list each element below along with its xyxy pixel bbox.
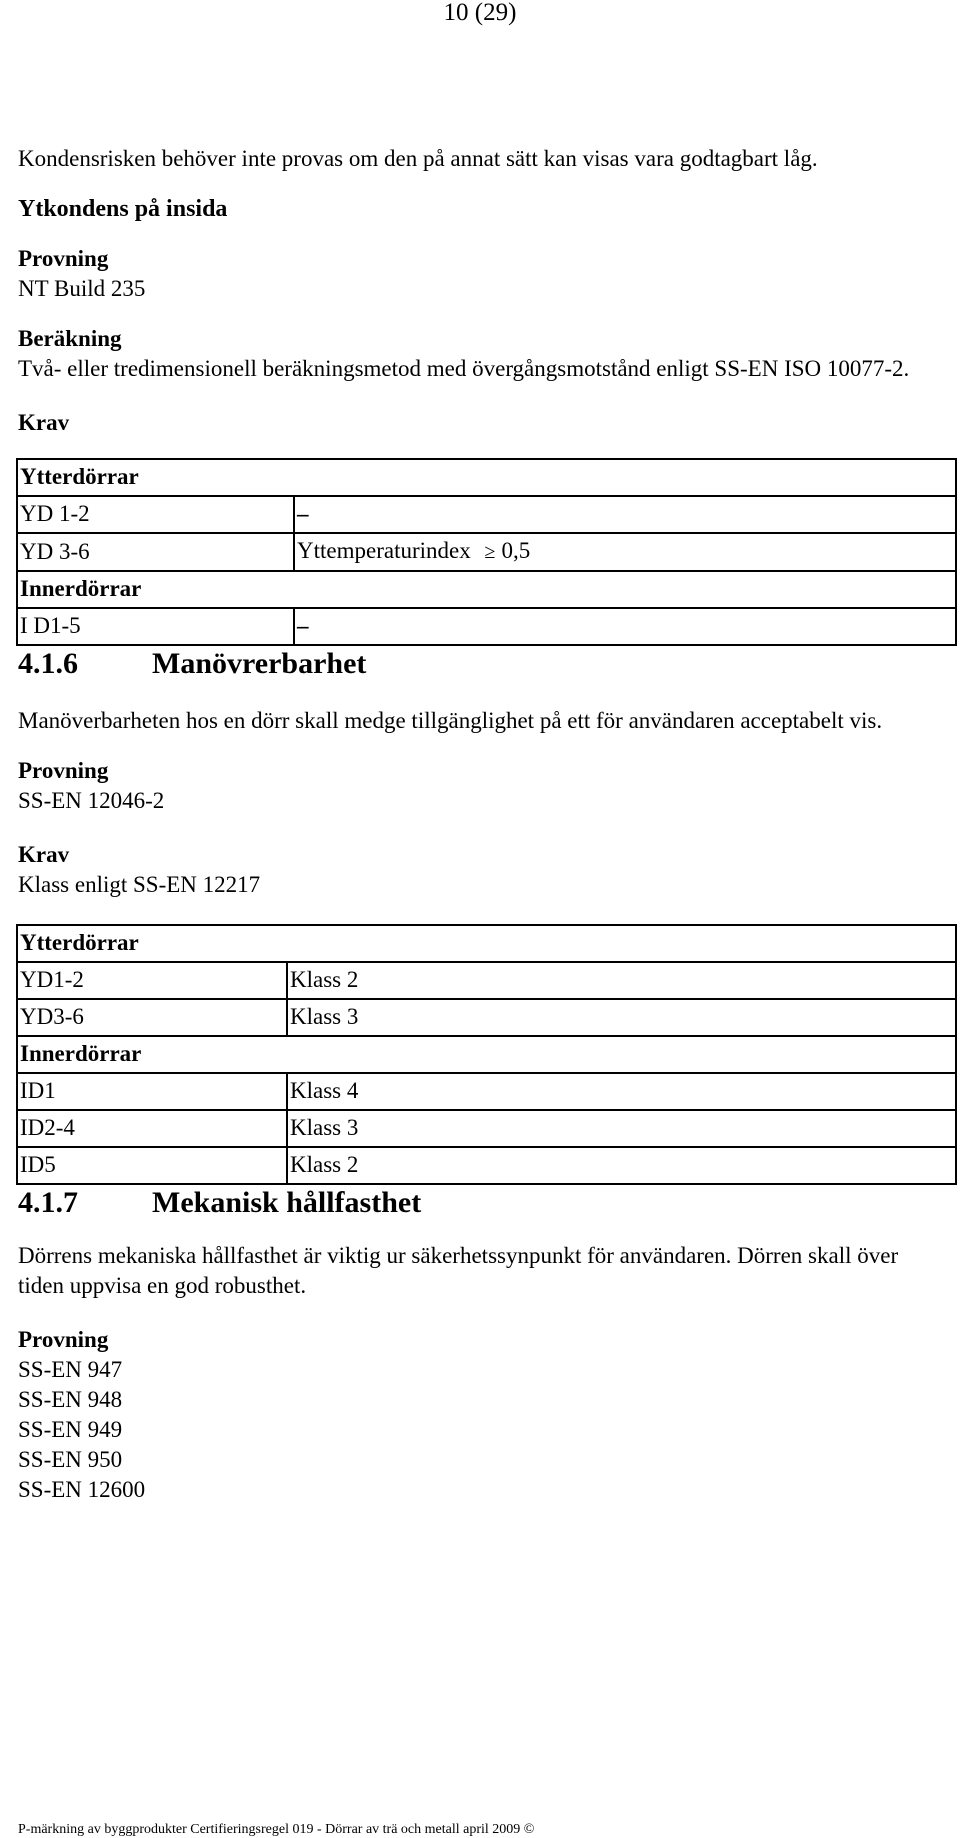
section-title: Manövrerbarhet xyxy=(152,647,367,680)
requirement-cell: Klass 2 xyxy=(287,1147,956,1184)
list-item: SS-EN 948 xyxy=(18,1387,123,1412)
krav-label: Krav xyxy=(18,410,70,435)
section-heading-417 xyxy=(18,1185,942,1221)
door-class-cell: YD1-2 xyxy=(17,962,287,999)
krav-value: Klass enligt SS-EN 12217 xyxy=(18,872,261,897)
innerdorrar-header: Innerdörrar xyxy=(17,571,956,608)
provning-label: Provning xyxy=(18,758,109,783)
table-row xyxy=(17,925,956,962)
table-row xyxy=(17,962,956,999)
provning-label: Provning xyxy=(18,246,109,271)
krav-label: Krav xyxy=(18,842,70,867)
innerdorrar-header: Innerdörrar xyxy=(17,1036,956,1073)
section-number: 4.1.6 xyxy=(18,647,78,680)
table-row xyxy=(17,1036,956,1073)
table-row xyxy=(17,459,956,496)
door-class-cell: ID1 xyxy=(17,1073,287,1110)
requirement-cell xyxy=(294,608,956,645)
requirement-cell: Klass 4 xyxy=(287,1073,956,1110)
list-item: SS-EN 949 xyxy=(18,1417,123,1442)
page-content xyxy=(18,144,942,1505)
hallfasthet-paragraph: Dörrens mekaniska hållfasthet är viktig ur säkerhetssynpunkt för användaren. Dörren skall över tiden uppvisa en god robusthet. xyxy=(18,1243,899,1298)
table-row xyxy=(17,571,956,608)
manoverbarhet-requirements-table xyxy=(16,924,957,1185)
list-item: SS-EN 950 xyxy=(18,1447,123,1472)
standards-list xyxy=(18,1355,942,1505)
manoverbarhet-paragraph: Manöverbarheten hos en dörr skall medge tillgänglighet på ett för användaren acceptabelt vis. xyxy=(18,708,883,733)
door-class-cell: I D1-5 xyxy=(17,608,294,645)
dash-value: – xyxy=(297,613,309,638)
provning-label: Provning xyxy=(18,1327,109,1352)
list-item: SS-EN 12600 xyxy=(18,1477,146,1502)
ytterdorrar-header: Ytterdörrar xyxy=(17,459,956,496)
section-title-ytkondens: Ytkondens på insida xyxy=(18,196,228,222)
door-class-cell: YD3-6 xyxy=(17,999,287,1036)
table-row xyxy=(17,999,956,1036)
requirement-cell xyxy=(294,533,956,571)
intro-paragraph: Kondensrisken behöver inte provas om den på annat sätt kan visas vara godtagbart låg. xyxy=(18,146,818,171)
table-row xyxy=(17,1147,956,1184)
page-number: 10 (29) xyxy=(443,0,517,26)
provning-value: SS-EN 12046-2 xyxy=(18,788,165,813)
table-row xyxy=(17,496,956,533)
greater-equal-symbol: ≥ xyxy=(484,541,496,563)
section-heading-416 xyxy=(18,646,942,682)
door-class-cell: YD 1-2 xyxy=(17,496,294,533)
requirement-cell xyxy=(294,496,956,533)
table-row xyxy=(17,608,956,645)
berakning-label: Beräkning xyxy=(18,326,122,351)
requirement-text: Yttemperaturindex xyxy=(297,538,471,563)
page-footer: P-märkning av byggprodukter Certifieringsregel 019 - Dörrar av trä och metall april 2009 © xyxy=(18,1822,535,1837)
ytkondens-requirements-table xyxy=(16,458,957,646)
table-row xyxy=(17,1073,956,1110)
section-number: 4.1.7 xyxy=(18,1186,78,1219)
door-class-cell: ID5 xyxy=(17,1147,287,1184)
berakning-value: Två- eller tredimensionell beräkningsmetod med övergångsmotstånd enligt SS-EN ISO 10077-2. xyxy=(18,356,910,381)
section-title: Mekanisk hållfasthet xyxy=(152,1186,422,1219)
ytterdorrar-header: Ytterdörrar xyxy=(17,925,956,962)
provning-value: NT Build 235 xyxy=(18,276,146,301)
table-row xyxy=(17,533,956,571)
door-class-cell: YD 3-6 xyxy=(17,533,294,571)
requirement-cell: Klass 3 xyxy=(287,999,956,1036)
requirement-limit: 0,5 xyxy=(501,538,531,563)
requirement-cell: Klass 3 xyxy=(287,1110,956,1147)
list-item: SS-EN 947 xyxy=(18,1357,123,1382)
door-class-cell: ID2-4 xyxy=(17,1110,287,1147)
requirement-cell: Klass 2 xyxy=(287,962,956,999)
dash-value: – xyxy=(297,501,309,526)
table-row xyxy=(17,1110,956,1147)
